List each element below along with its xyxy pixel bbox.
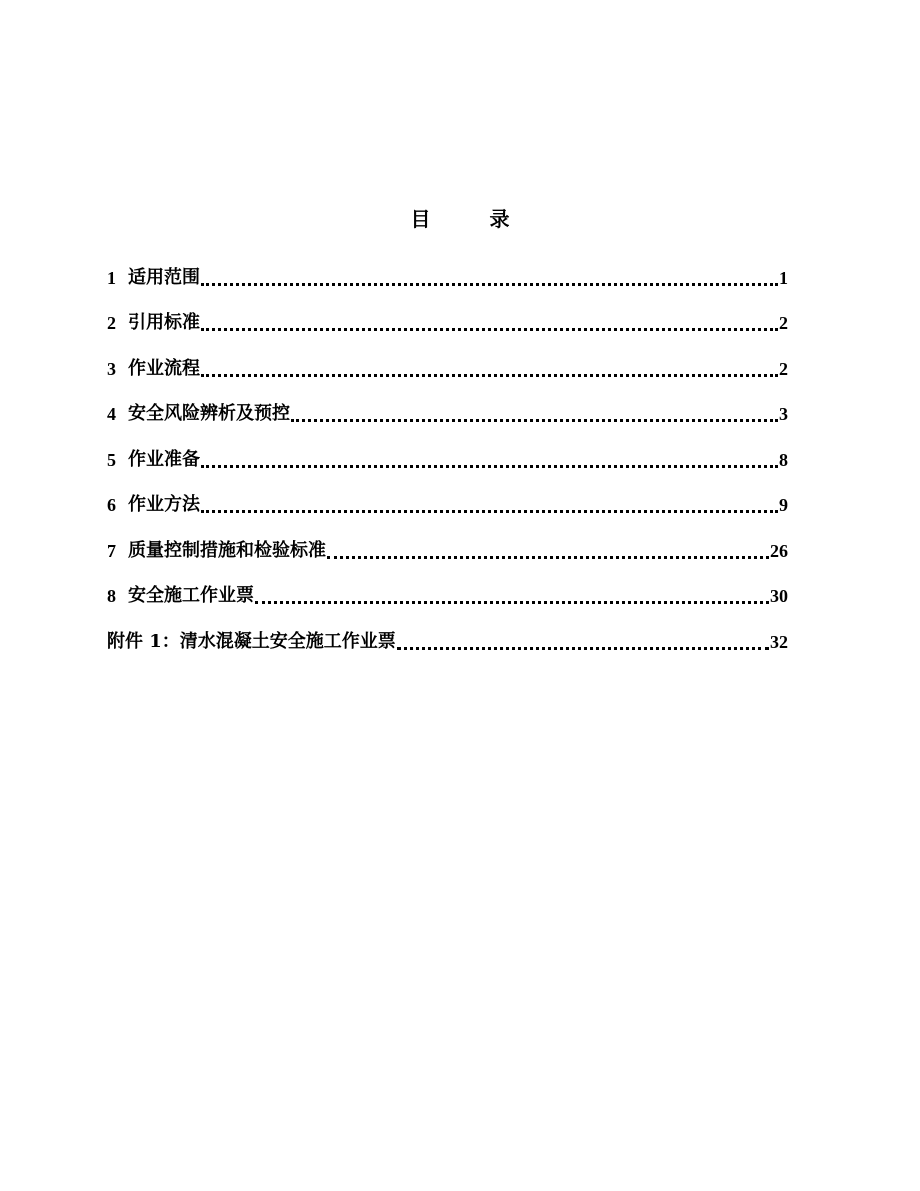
toc-entry[interactable] bbox=[107, 474, 788, 520]
toc-entry-page: 2 bbox=[779, 358, 788, 379]
toc-entry-number: 5 bbox=[107, 449, 116, 470]
toc-entry[interactable] bbox=[107, 337, 788, 383]
toc-entry-label: 安全施工作业票 bbox=[128, 585, 254, 606]
toc-entry-page: 9 bbox=[779, 495, 788, 515]
toc-entry-number: 7 bbox=[107, 540, 116, 561]
toc-entry-label: 引用标准 bbox=[128, 312, 200, 333]
toc-entry-page: 2 bbox=[779, 313, 788, 333]
toc-entry-page: 1 bbox=[779, 267, 788, 288]
toc-dot-leader bbox=[291, 399, 778, 422]
toc-entry-label: 安全风险辨析及预控 bbox=[128, 403, 290, 424]
toc-entry-label: 作业方法 bbox=[128, 494, 200, 515]
toc-dot-leader bbox=[327, 536, 769, 559]
toc-entry-label: 附件 1：清水混凝土安全施工作业票 bbox=[107, 630, 396, 652]
toc-entry[interactable] bbox=[107, 565, 788, 611]
toc-entry-label: 作业流程 bbox=[128, 357, 200, 379]
toc-dot-leader bbox=[201, 445, 778, 468]
toc-entry-label: 作业准备 bbox=[128, 448, 200, 470]
toc-entry-number: 1 bbox=[107, 267, 116, 288]
toc-entry-number: 3 bbox=[107, 358, 116, 379]
toc-entry[interactable] bbox=[107, 292, 788, 338]
toc-entry[interactable] bbox=[107, 428, 788, 474]
toc-dot-leader bbox=[201, 308, 778, 331]
toc-entry-number: 2 bbox=[107, 313, 116, 333]
toc-entry[interactable] bbox=[107, 519, 788, 565]
toc-dot-leader bbox=[201, 354, 778, 377]
toc-entry-page: 8 bbox=[779, 449, 788, 470]
toc-entry-number: 8 bbox=[107, 586, 116, 606]
toc-entry[interactable] bbox=[107, 383, 788, 429]
toc-dot-leader bbox=[397, 627, 769, 650]
toc-title: 目 录 bbox=[410, 207, 536, 231]
toc-entry-appendix[interactable] bbox=[107, 610, 788, 656]
toc-entry-page: 30 bbox=[770, 586, 788, 606]
toc-list bbox=[107, 246, 788, 656]
toc-entry-page: 32 bbox=[770, 631, 788, 652]
toc-entry-number: 6 bbox=[107, 495, 116, 515]
toc-entry[interactable] bbox=[107, 246, 788, 292]
toc-dot-leader bbox=[255, 581, 769, 604]
toc-dot-leader bbox=[201, 490, 778, 513]
toc-entry-label: 适用范围 bbox=[128, 266, 200, 288]
toc-entry-number: 4 bbox=[107, 404, 116, 424]
toc-entry-page: 3 bbox=[779, 404, 788, 424]
toc-entry-label: 质量控制措施和检验标准 bbox=[128, 539, 326, 561]
toc-entry-page: 26 bbox=[770, 540, 788, 561]
toc-dot-leader bbox=[201, 263, 778, 286]
